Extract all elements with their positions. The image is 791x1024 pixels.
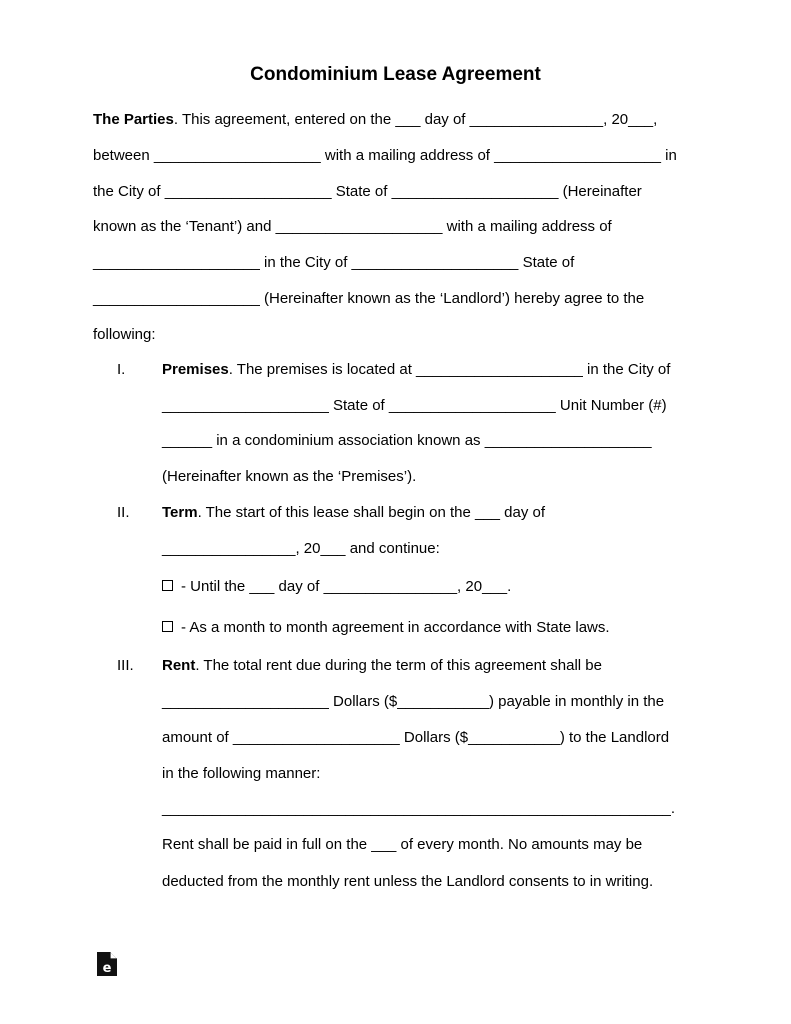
parties-line-6: ____________________ (Hereinafter known as the ‘Landlord’) hereby agree to the xyxy=(93,290,645,307)
parties-line-2: between ____________________ with a mailing address of ____________________ in xyxy=(93,147,677,164)
premises-line-2: ____________________ State of ____________________ Unit Number (#) xyxy=(162,397,667,414)
rent-line-7: deducted from the monthly rent unless the Landlord consents to in writing. xyxy=(162,873,654,890)
premises-line-3: ______ in a condominium association known as ____________________ xyxy=(162,432,652,449)
term-option-month-to-month xyxy=(162,619,610,637)
rent-line-6: Rent shall be paid in full on the ___ of every month. No amounts may be xyxy=(162,836,643,853)
parties-text-1: . This agreement, entered on the ___ day of ________________, 20___, xyxy=(173,111,658,128)
rent-line-1 xyxy=(162,657,602,675)
rent-heading: Rent xyxy=(162,657,196,674)
parties-line-1 xyxy=(93,111,657,129)
svg-text:e: e xyxy=(102,961,112,976)
term-line-1 xyxy=(162,504,545,522)
parties-line-7: following: xyxy=(93,326,156,343)
rent-text-1: . The total rent due during the term of this agreement shall be xyxy=(195,657,602,674)
term-option-until xyxy=(162,578,511,596)
premises-heading: Premises xyxy=(162,361,229,378)
term-line-2: ________________, 20___ and continue: xyxy=(162,540,440,557)
rent-line-4: in the following manner: xyxy=(162,765,321,782)
parties-line-4: known as the ‘Tenant’) and ____________________ with a mailing address of xyxy=(93,218,612,235)
rent-line-2: ____________________ Dollars ($___________) payable in monthly in the xyxy=(162,693,665,710)
parties-line-3: the City of ____________________ State of ____________________ (Hereinafter xyxy=(93,183,642,200)
parties-heading: The Parties xyxy=(93,111,174,128)
premises-text-1: . The premises is located at ____________________ in the City of xyxy=(228,361,671,378)
rent-numeral: III. xyxy=(117,657,134,674)
premises-line-1 xyxy=(162,361,670,379)
document-title: Condominium Lease Agreement xyxy=(250,64,541,85)
rent-payment-manner-blank: _____________________________________________________________. xyxy=(162,800,676,817)
term-heading: Term xyxy=(162,504,198,521)
premises-numeral: I. xyxy=(117,361,126,378)
term-option-month-text: - As a month to month agreement in accordance with State laws. xyxy=(181,619,610,636)
term-until-checkbox[interactable] xyxy=(162,580,173,591)
term-text-1: . The start of this lease shall begin on the ___ day of xyxy=(197,504,546,521)
parties-line-5: ____________________ in the City of ____________________ State of xyxy=(93,254,575,271)
term-option-until-text: - Until the ___ day of ________________, 20___. xyxy=(181,578,512,595)
term-numeral: II. xyxy=(117,504,130,521)
premises-line-4: (Hereinafter known as the ‘Premises’). xyxy=(162,468,417,485)
term-month-to-month-checkbox[interactable] xyxy=(162,621,173,632)
rent-line-3: amount of ____________________ Dollars ($___________) to the Landlord xyxy=(162,729,670,746)
eforms-logo-icon xyxy=(96,951,118,977)
